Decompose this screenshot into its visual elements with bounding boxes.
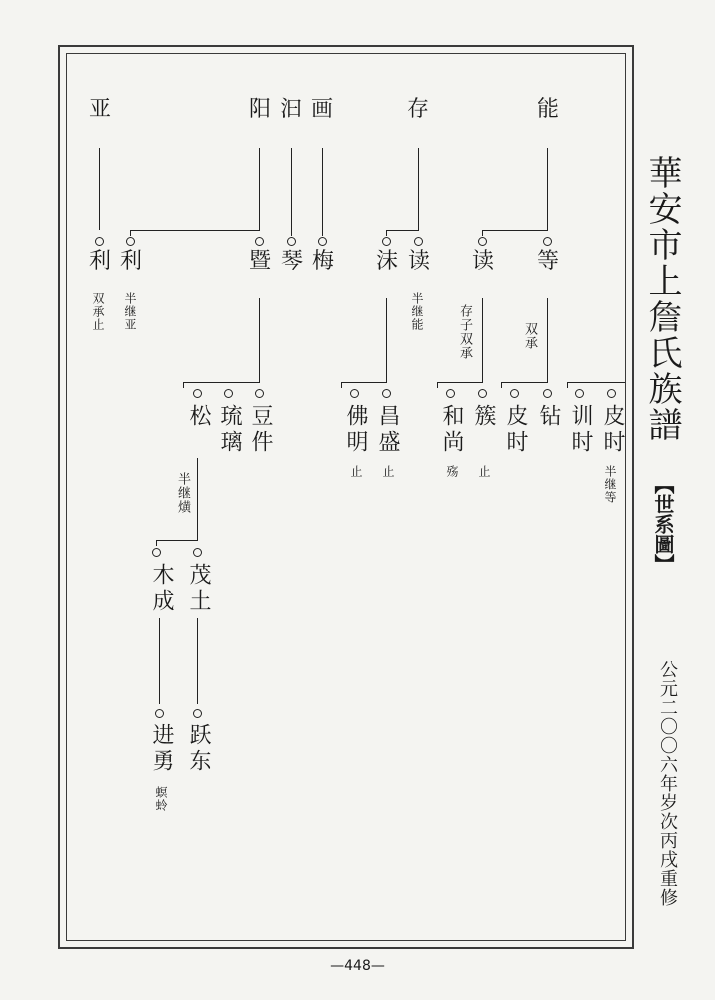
connector [183,382,260,383]
gen3-song: 松 [186,404,211,430]
gen3-liuli: 琉璃 [217,404,242,456]
connector [130,230,131,236]
connector [322,148,323,236]
node-marker [478,237,487,246]
gen2-li2: 利 [120,249,143,274]
connector [156,540,157,546]
gen1-niu: 汩 [280,97,303,122]
note-pishi2: 半继等 [603,465,617,504]
connector [567,382,568,388]
gen3-cu: 簇 [471,404,496,430]
node-marker [350,389,359,398]
connector [259,298,260,382]
node-marker [318,237,327,246]
note-li2: 半继亚 [123,292,137,331]
gen2-mei: 梅 [312,249,335,274]
connector [482,230,483,236]
connector [341,382,342,388]
gen3-foming: 佛明 [343,404,368,456]
connector [418,148,419,230]
note-changsheng: 止 [381,465,395,478]
gen3-changsheng: 昌盛 [375,404,400,456]
connector [156,540,198,541]
connector [547,148,548,230]
connector [259,148,260,230]
gen2-mo: 沫 [376,249,399,274]
connector [159,618,160,704]
gen5-yuedong: 跃东 [186,723,211,775]
connector [197,618,198,704]
connector [183,382,184,388]
connector [130,230,260,231]
node-marker [255,389,264,398]
connector [386,230,419,231]
node-marker [193,389,202,398]
node-marker [255,237,264,246]
node-marker [224,389,233,398]
node-marker [478,389,487,398]
gen4-mucheng: 木成 [149,563,174,615]
connector [547,298,548,382]
connector [501,382,548,383]
gen2-ji: 暨 [249,249,272,274]
node-marker [193,709,202,718]
connector [437,382,483,383]
note-du1: 半继能 [410,292,424,331]
connector [386,298,387,382]
node-marker [543,389,552,398]
gen3-pishi2: 皮时 [600,404,625,456]
connector [567,382,625,383]
connector [99,148,100,230]
connector [437,382,438,388]
page-number: —448— [330,958,385,974]
node-marker [382,237,391,246]
gen5-jinyong: 进勇 [149,723,174,775]
inner-frame [66,53,626,941]
node-marker [446,389,455,398]
node-marker [152,548,161,557]
gen1-hua: 画 [311,97,334,122]
connector [482,298,483,382]
node-marker [193,548,202,557]
gen2-qin: 琴 [281,249,304,274]
note-cu: 止 [477,465,491,478]
node-marker [287,237,296,246]
note-jinyong: 螟蛉 [154,786,168,812]
gen3-doujian: 豆件 [248,404,273,456]
revision-date: 公元二〇〇六年岁次丙戌重修 [657,660,678,907]
gen2-deng: 等 [537,249,560,274]
gen1-neng: 能 [537,97,560,122]
note-heshang: 殇 [445,465,459,478]
node-marker [382,389,391,398]
gen3-zhan: 钻 [536,404,561,430]
gen2-du1: 读 [408,249,431,274]
gen3-pishi1: 皮时 [503,404,528,456]
node-marker [543,237,552,246]
connector [482,230,548,231]
gen1-ya: 亚 [89,97,112,122]
genealogy-title: 華安市上詹氏族譜 [642,155,682,443]
connector [386,230,387,236]
gen1-cun: 存 [407,97,430,122]
node-marker [414,237,423,246]
gen3-heshang: 和尚 [439,404,464,456]
node-marker [575,389,584,398]
node-marker [155,709,164,718]
connector [291,148,292,236]
note-du2-line1: 存子双承 [457,304,472,360]
note-deng: 双承 [522,322,537,350]
connector [501,382,502,388]
note-foming: 止 [349,465,363,478]
gen2-du2: 读 [472,249,495,274]
note-li1: 双承止 [91,292,105,331]
node-marker [510,389,519,398]
gen2-li1: 利 [89,249,112,274]
connector [341,382,387,383]
gen1-yang: 阳 [249,97,272,122]
gen4-maotu: 茂土 [186,563,211,615]
gen3-xunshi: 训时 [568,404,593,456]
section-subtitle: 【世系圖】 [651,474,675,574]
note-gen4: 半继熿 [175,472,190,514]
node-marker [126,237,135,246]
node-marker [95,237,104,246]
connector [197,458,198,540]
node-marker [607,389,616,398]
